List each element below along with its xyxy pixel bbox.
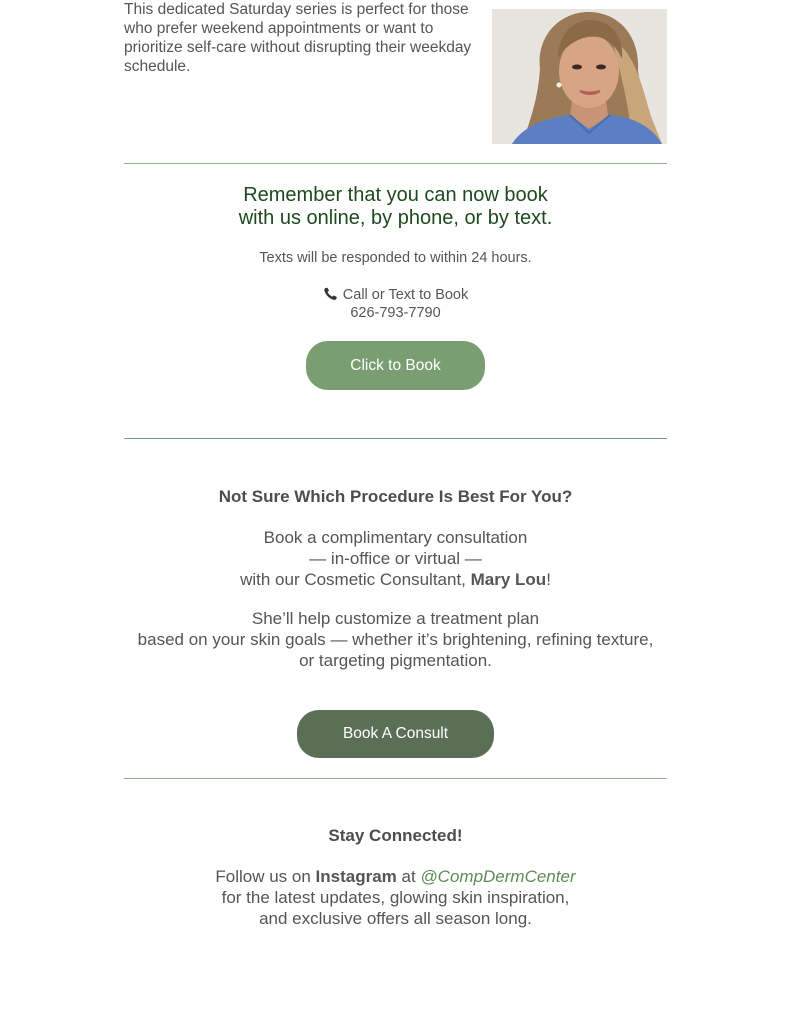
social-title: Stay Connected! — [328, 826, 463, 845]
social-line3: and exclusive offers all season long. — [259, 909, 532, 928]
section-divider — [124, 438, 667, 439]
follow-line: Follow us on Instagram at @CompDermCenter — [215, 867, 576, 886]
consult-text — [124, 527, 667, 590]
response-note: Texts will be responded to within 24 hours. — [259, 250, 532, 266]
intro-text: This dedicated Saturday series is perfect for those who prefer weekend appointments or want to prioritize self-care without disrupting their weekday schedule. — [124, 1, 472, 75]
phone-number[interactable]: 626-793-7790 — [350, 305, 441, 321]
booking-headline-line2: with us online, by phone, or by text. — [238, 207, 553, 229]
consultant-name: Mary Lou — [470, 570, 547, 589]
plan-line3: or targeting pigmentation. — [299, 651, 492, 670]
call-to-book — [124, 286, 667, 322]
instagram-label: Instagram — [315, 867, 397, 886]
book-consult-button[interactable]: Book A Consult — [297, 710, 494, 758]
section-divider — [124, 778, 667, 779]
phone-icon — [323, 287, 339, 301]
section-divider — [124, 163, 667, 164]
consultant-photo — [492, 9, 667, 144]
plan-line2: based on your skin goals — whether it’s brightening, refining texture, — [137, 630, 654, 649]
plan-text — [114, 608, 677, 671]
consult-line3: with our Cosmetic Consultant, Mary Lou! — [240, 570, 551, 589]
social-text — [124, 866, 667, 929]
click-to-book-button[interactable]: Click to Book — [306, 341, 485, 390]
consult-line1: Book a complimentary consultation — [263, 528, 528, 547]
consult-title: Not Sure Which Procedure Is Best For You? — [218, 487, 573, 506]
consult-line2: — in-office or virtual — — [309, 549, 482, 568]
booking-headline-line1: Remember that you can now book — [243, 184, 548, 206]
instagram-handle-link[interactable]: @CompDermCenter — [420, 867, 576, 886]
call-label: Call or Text to Book — [342, 287, 469, 303]
plan-line1: She’ll help customize a treatment plan — [251, 609, 540, 628]
booking-headline — [124, 184, 667, 230]
social-line2: for the latest updates, glowing skin inspiration, — [221, 888, 570, 907]
